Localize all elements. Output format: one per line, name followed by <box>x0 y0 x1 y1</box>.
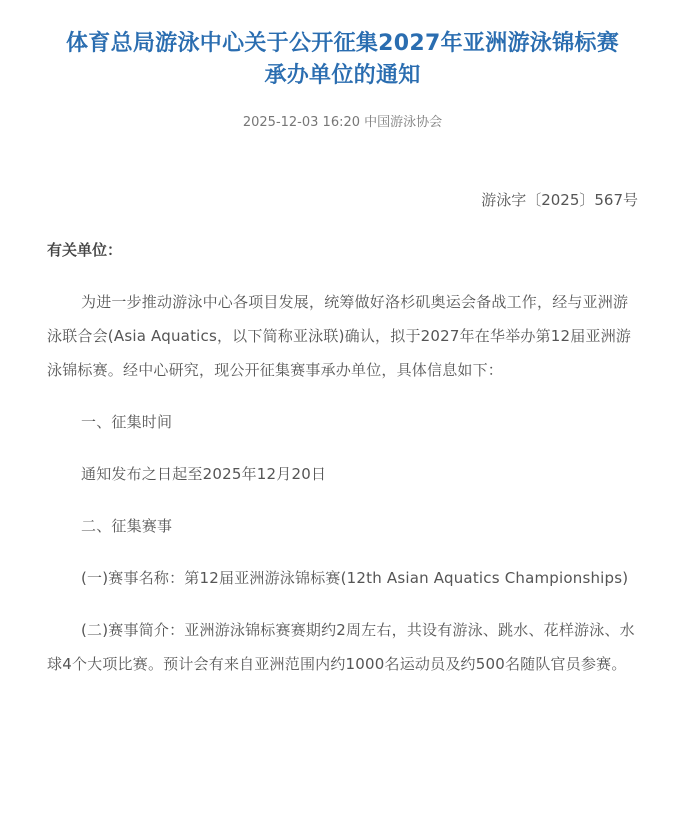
publish-meta: 2025-12-03 16:20 中国游泳协会 <box>242 115 443 130</box>
document-number: 游泳字〔2025〕567号 <box>481 191 638 209</box>
article-title <box>47 0 638 92</box>
collection-period-text: 通知发布之日起至2025年12月20日 <box>81 465 327 483</box>
section-heading-1: 一、征集时间 <box>81 413 173 431</box>
intro-paragraph: 为进一步推动游泳中心各项目发展，统筹做好洛杉矶奥运会备战工作，经与亚洲游泳联合会(Asia Aquatics，以下简称亚泳联)确认，拟于2027年在华举办第12届亚洲游泳锦标赛。经中心研究，现公开征集赛事承办单位，具体信息如下： <box>47 293 632 379</box>
salutation: 有关单位： <box>47 241 123 259</box>
event-name-paragraph: (一)赛事名称：第12届亚洲游泳锦标赛(12th Asian Aquatics Championships) <box>81 569 629 587</box>
article-body <box>47 285 638 681</box>
article-title-line-2: 承办单位的通知 <box>264 63 421 88</box>
event-intro-paragraph: (二)赛事简介：亚洲游泳锦标赛赛期约2周左右，共设有游泳、跳水、花样游泳、水球4个大项比赛。预计会有来自亚洲范围内约1000名运动员及约500名随队官员参赛。 <box>47 621 635 673</box>
article-title-line-1: 体育总局游泳中心关于公开征集2027年亚洲游泳锦标赛 <box>65 31 620 56</box>
section-heading-2: 二、征集赛事 <box>81 517 173 535</box>
